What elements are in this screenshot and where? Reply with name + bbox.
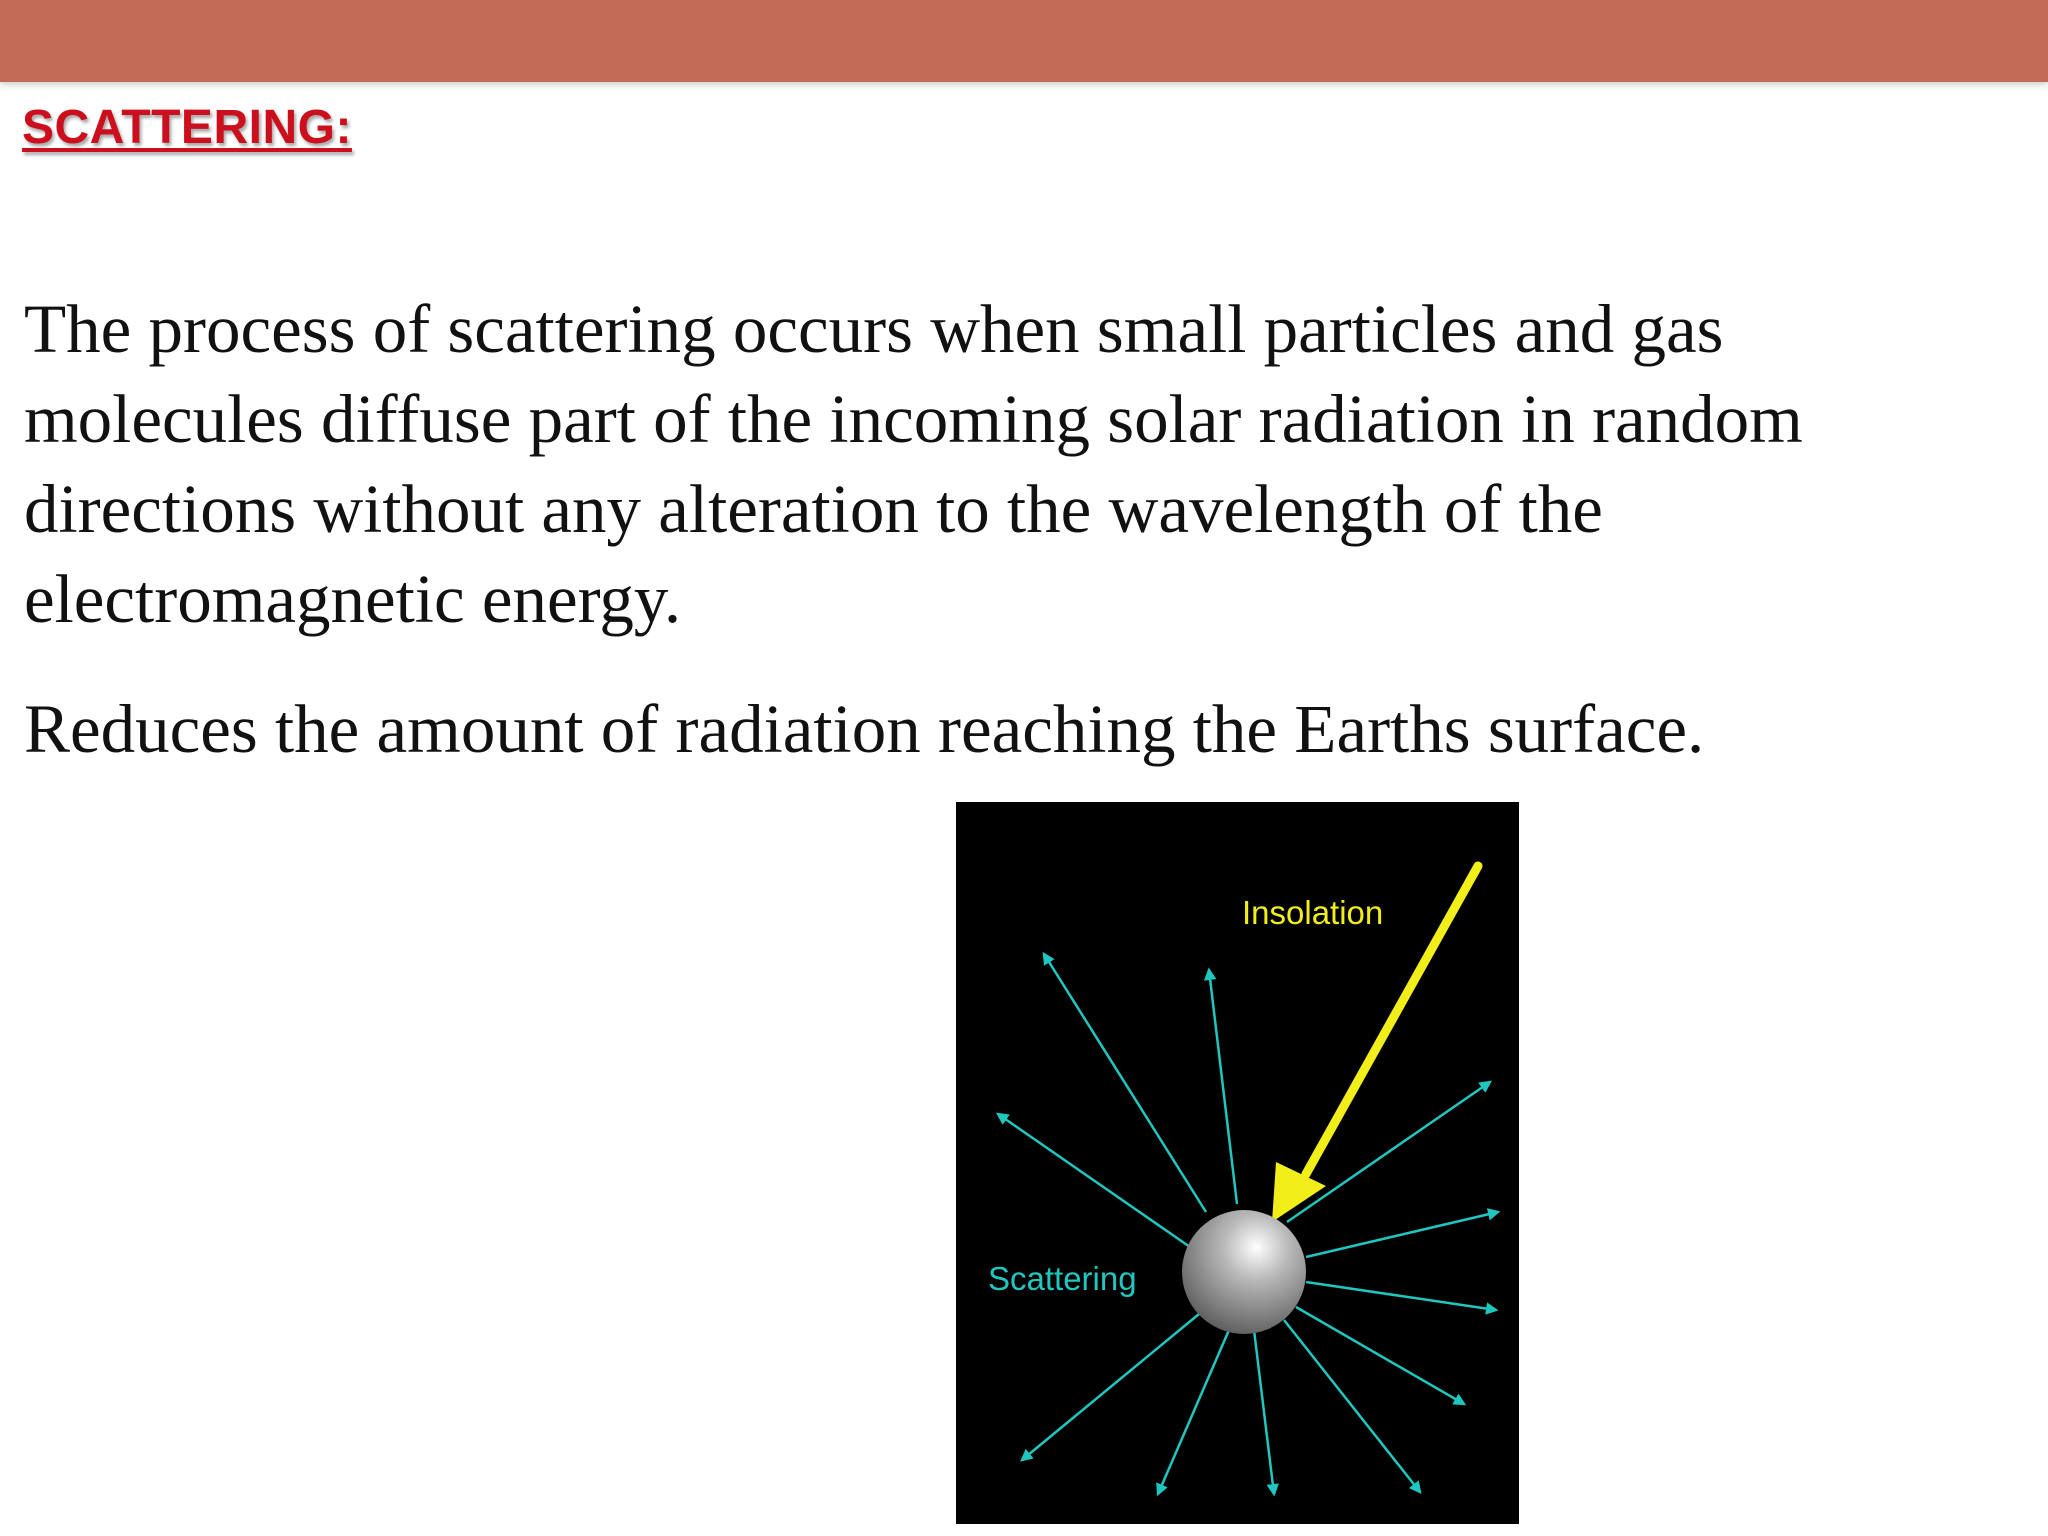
scatter-arrow-right-up xyxy=(1306,1212,1498,1257)
scatter-arrow-up xyxy=(1209,970,1237,1204)
effect-paragraph: Reduces the amount of radiation reaching the Earths surface. xyxy=(24,691,1705,767)
scatter-arrow-right-down xyxy=(1306,1282,1496,1310)
definition-paragraph: The process of scattering occurs when small particles and gas molecules diffuse part of the incoming solar radiation in random directions without any alteration to the wavelength of the electromagnetic energy. xyxy=(24,291,1803,637)
scatter-arrow-down-right xyxy=(1284,1320,1420,1492)
insolation-label: Insolation xyxy=(1242,894,1384,931)
scatter-arrow-down-left xyxy=(1158,1330,1229,1494)
scattering-diagram-svg xyxy=(956,802,1519,1524)
scatter-arrow-lower-left xyxy=(1022,1314,1199,1460)
slide-heading: SCATTERING: xyxy=(22,101,352,154)
particle-sphere xyxy=(1182,1210,1306,1334)
scattering-diagram xyxy=(956,802,1519,1524)
scatter-arrow-lower-right xyxy=(1296,1307,1464,1404)
scatter-arrow-left xyxy=(998,1114,1190,1247)
scattering-label: Scattering xyxy=(988,1260,1137,1297)
scatter-arrow-up-left xyxy=(1044,954,1206,1212)
scatter-arrow-down xyxy=(1254,1330,1274,1494)
top-accent-bar xyxy=(0,0,2048,82)
